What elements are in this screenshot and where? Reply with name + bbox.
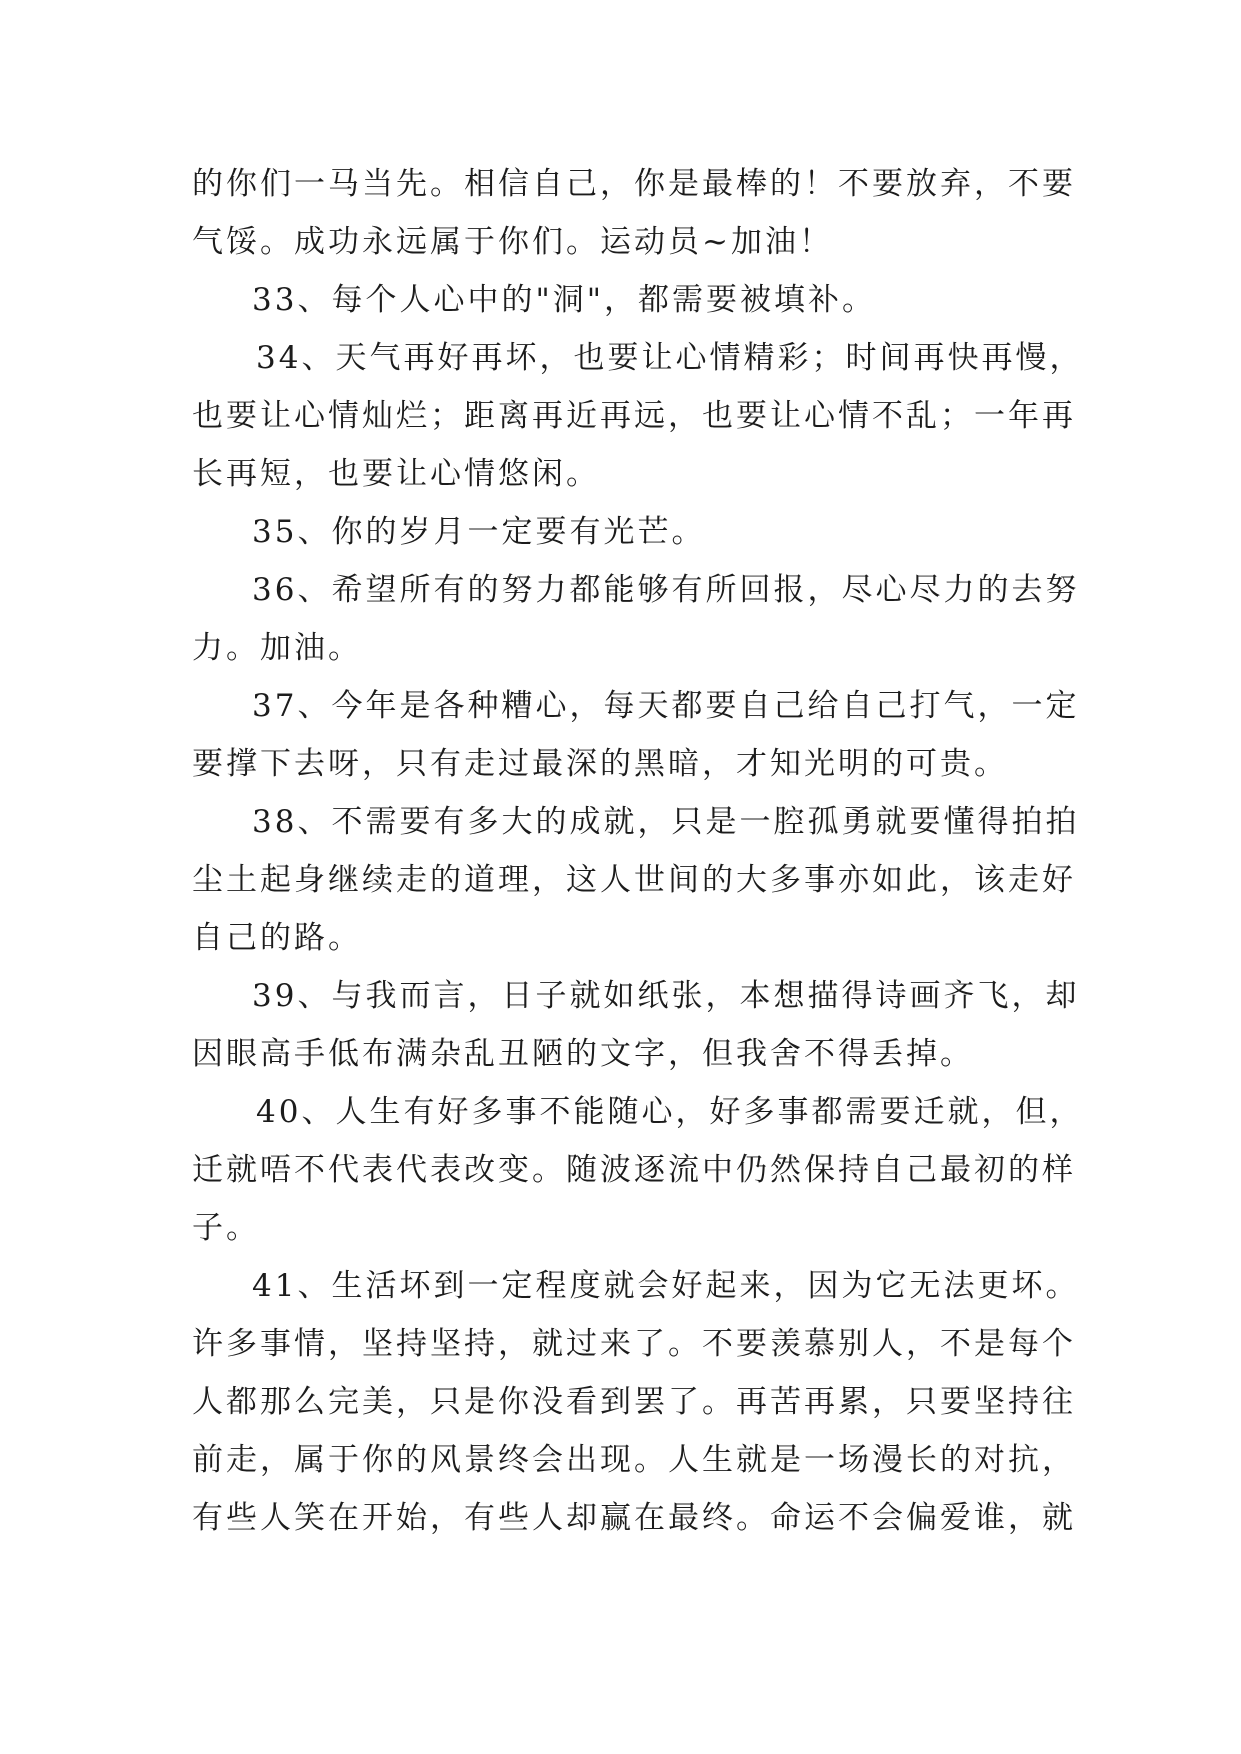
text-line: 38、不需要有多大的成就，只是一腔孤勇就要懂得拍拍 [252,804,1080,840]
text-line: 气馁。成功永远属于你们。运动员~加油！ [192,224,833,260]
text-line: 也要让心情灿烂；距离再近再远，也要让心情不乱；一年再 [192,398,1076,434]
text-line: 人都那么完美，只是你没看到罢了。再苦再累，只要坚持往 [192,1384,1076,1420]
text-line: 要撑下去呀，只有走过最深的黑暗，才知光明的可贵。 [192,746,1008,782]
text-line: 尘土起身继续走的道理，这人世间的大多事亦如此，该走好 [192,862,1076,898]
text-line: 许多事情，坚持坚持，就过来了。不要羡慕别人，不是每个 [192,1326,1076,1362]
text-line: 33、每个人心中的"洞"，都需要被填补。 [252,282,876,318]
text-line: 有些人笑在开始，有些人却赢在最终。命运不会偏爱谁，就 [192,1500,1076,1536]
text-line: 前走，属于你的风景终会出现。人生就是一场漫长的对抗， [192,1442,1076,1478]
text-line: 35、你的岁月一定要有光芒。 [252,514,706,550]
text-line: 36、希望所有的努力都能够有所回报，尽心尽力的去努 [252,572,1080,608]
text-line: 自己的路。 [192,920,362,956]
text-line: 迁就唔不代表代表改变。随波逐流中仍然保持自己最初的样 [192,1152,1076,1188]
text-line: 子。 [192,1210,260,1246]
text-line: 37、今年是各种糟心，每天都要自己给自己打气，一定 [252,688,1080,724]
text-line: 长再短，也要让心情悠闲。 [192,456,600,492]
text-line: 39、与我而言，日子就如纸张，本想描得诗画齐飞，却 [252,978,1080,1014]
text-line: 41、生活坏到一定程度就会好起来，因为它无法更坏。 [252,1268,1080,1304]
text-line: 的你们一马当先。相信自己，你是最棒的！不要放弃，不要 [192,166,1076,202]
text-line: 34、天气再好再坏，也要让心情精彩；时间再快再慢， [256,340,1084,376]
text-line: 力。加油。 [192,630,362,666]
text-line: 40、人生有好多事不能随心，好多事都需要迁就，但， [256,1094,1084,1130]
text-line: 因眼高手低布满杂乱丑陋的文字，但我舍不得丢掉。 [192,1036,974,1072]
